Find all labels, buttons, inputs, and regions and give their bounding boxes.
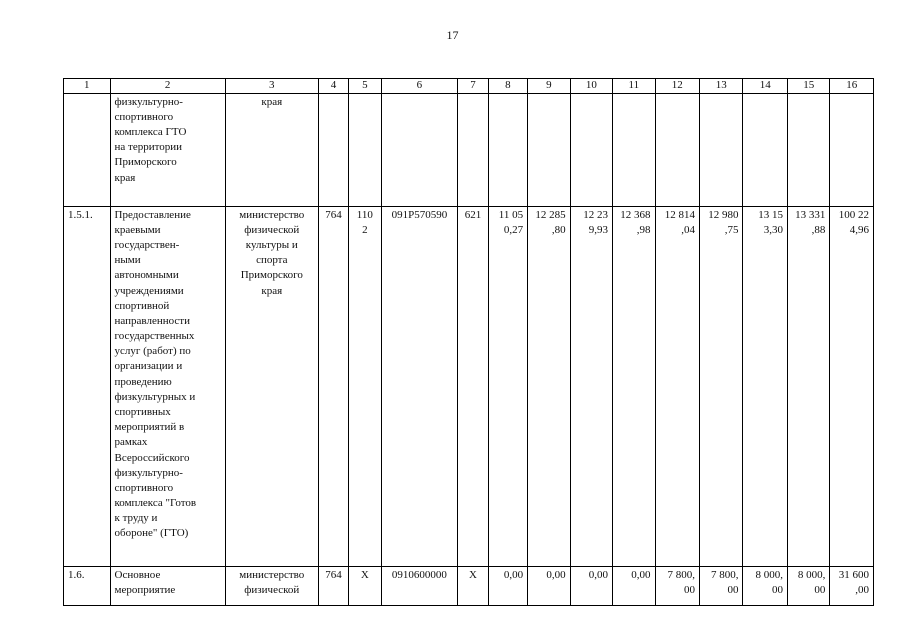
amount-cell xyxy=(700,93,743,206)
cell-line: X xyxy=(360,568,369,581)
amount-cell xyxy=(700,206,743,566)
cell-line: спортивной xyxy=(114,299,170,312)
cell-line: на территории xyxy=(114,141,183,154)
cell-line: физкультурно- xyxy=(114,95,183,108)
cell-line: 7 800, xyxy=(710,568,739,581)
cell-line: 13 331 xyxy=(795,208,826,221)
cell-line: рамках xyxy=(114,436,148,449)
amount-cell xyxy=(613,93,655,206)
executor-cell xyxy=(225,206,318,566)
cell-line: ,04 xyxy=(681,223,695,236)
amount-cell xyxy=(787,206,829,566)
cell-line: Приморского xyxy=(114,156,177,169)
amount-cell xyxy=(570,566,612,605)
cell-line: физкультурно- xyxy=(114,466,183,479)
target-article-cell xyxy=(381,93,458,206)
target-article-cell: 091P570590 xyxy=(381,206,458,566)
cell-line: учреждениями xyxy=(114,284,184,297)
amount-cell xyxy=(700,566,743,605)
cell-line: 13 15 xyxy=(758,208,783,221)
cell-line: 12 368 xyxy=(620,208,651,221)
event-name-cell xyxy=(110,93,225,206)
cell-line: Основное xyxy=(114,568,161,581)
cell-line: 8 000, xyxy=(797,568,826,581)
grbs-code-cell xyxy=(318,93,348,206)
amount-cell xyxy=(830,566,874,605)
cell-line: 11 05 xyxy=(498,208,524,221)
header-cell-1: 1 xyxy=(64,79,111,94)
executor-cell xyxy=(225,93,318,206)
cell-line: государственных xyxy=(114,330,195,343)
amount-cell xyxy=(488,93,527,206)
event-name-cell xyxy=(110,206,225,566)
cell-line: к труду и xyxy=(114,512,158,525)
cell-line: 110 xyxy=(356,208,373,221)
cell-line: ,80 xyxy=(551,223,566,236)
header-cell-11: 11 xyxy=(613,79,655,94)
item-number-cell: 1.6. xyxy=(64,566,111,605)
amount-cell xyxy=(655,93,699,206)
budget-table xyxy=(63,78,874,606)
header-row xyxy=(64,79,874,94)
cell-line: 9,93 xyxy=(588,223,609,236)
cell-line: 7 800, xyxy=(667,568,695,581)
cell-line: ,98 xyxy=(636,223,651,236)
header-cell-16: 16 xyxy=(830,79,874,94)
cell-line: физкультурных и xyxy=(114,390,196,403)
header-cell-12: 12 xyxy=(655,79,699,94)
cell-line: ,88 xyxy=(811,223,826,236)
amount-cell xyxy=(570,93,612,206)
amount-cell xyxy=(787,566,829,605)
cell-line: 0,00 xyxy=(503,568,524,581)
cell-line: мероприятий в xyxy=(114,421,185,434)
cell-line: ,00 xyxy=(855,583,869,596)
table-body xyxy=(64,79,874,606)
cell-line: министерство xyxy=(239,568,305,581)
header-cell-9: 9 xyxy=(528,79,570,94)
cell-line: 31 600 xyxy=(838,568,869,581)
cell-line: края xyxy=(261,284,283,297)
amount-cell xyxy=(830,93,874,206)
cell-line: 00 xyxy=(814,583,826,596)
expense-type-cell: 621 xyxy=(458,206,488,566)
grbs-code-cell: 764 xyxy=(318,566,348,605)
cell-line: спортивного xyxy=(114,110,174,123)
event-name-cell xyxy=(110,566,225,605)
cell-line: физической xyxy=(244,223,300,236)
table-row xyxy=(64,93,874,206)
table-row xyxy=(64,566,874,605)
amount-cell xyxy=(787,93,829,206)
cell-line: 12 23 xyxy=(583,208,609,221)
cell-line: краевыми xyxy=(114,223,161,236)
section-code-cell xyxy=(349,206,381,566)
table-row xyxy=(64,206,874,566)
cell-line: 00 xyxy=(727,583,739,596)
cell-line: 0,00 xyxy=(631,568,651,581)
cell-line: 00 xyxy=(771,583,783,596)
cell-line: Предоставление xyxy=(114,208,191,221)
header-cell-15: 15 xyxy=(787,79,829,94)
section-code-cell xyxy=(349,93,381,206)
cell-line: края xyxy=(114,171,136,184)
cell-line: 0,00 xyxy=(546,568,566,581)
cell-line: направленности xyxy=(114,314,190,327)
expense-type-cell: X xyxy=(458,566,488,605)
cell-line: 2 xyxy=(362,223,368,236)
executor-cell xyxy=(225,566,318,605)
cell-line: 3,30 xyxy=(763,223,783,236)
target-article-cell: 0910600000 xyxy=(381,566,458,605)
cell-line: комплекса "Готов xyxy=(114,497,197,510)
header-cell-14: 14 xyxy=(743,79,787,94)
cell-line: ными xyxy=(114,254,141,267)
amount-cell xyxy=(743,93,787,206)
section-code-cell xyxy=(349,566,381,605)
cell-line: 100 22 xyxy=(838,208,869,221)
cell-line: организации и xyxy=(114,360,183,373)
amount-cell xyxy=(488,566,527,605)
cell-line: 0,00 xyxy=(588,568,609,581)
amount-cell xyxy=(743,206,787,566)
page-number: 17 xyxy=(446,28,459,42)
cell-line: комплекса ГТО xyxy=(114,126,187,139)
header-cell-3: 3 xyxy=(225,79,318,94)
cell-line: ,75 xyxy=(724,223,739,236)
cell-line: министерство xyxy=(239,208,305,221)
item-number-cell xyxy=(64,93,111,206)
cell-line: Всероссийского xyxy=(114,451,190,464)
cell-line: мероприятие xyxy=(114,583,176,596)
cell-line: Приморского xyxy=(240,269,303,282)
amount-cell xyxy=(528,566,570,605)
cell-line: государствен- xyxy=(114,239,180,252)
amount-cell xyxy=(488,206,527,566)
header-cell-8: 8 xyxy=(488,79,527,94)
amount-cell xyxy=(743,566,787,605)
header-cell-2: 2 xyxy=(110,79,225,94)
cell-line: спорта xyxy=(256,254,288,267)
cell-line: физической xyxy=(244,583,300,596)
amount-cell xyxy=(655,206,699,566)
header-cell-7: 7 xyxy=(458,79,488,94)
item-number-cell: 1.5.1. xyxy=(64,206,111,566)
cell-line: 00 xyxy=(684,583,695,596)
cell-line: спортивных xyxy=(114,405,171,418)
cell-line: 12 980 xyxy=(708,208,739,221)
amount-cell xyxy=(528,206,570,566)
amount-cell xyxy=(528,93,570,206)
cell-line: 4,96 xyxy=(849,223,869,236)
cell-line: 0,27 xyxy=(503,223,524,236)
cell-line: спортивного xyxy=(114,481,174,494)
header-cell-13: 13 xyxy=(700,79,743,94)
cell-line: услуг (работ) по xyxy=(114,345,191,358)
cell-line: проведению xyxy=(114,375,172,388)
cell-line: края xyxy=(261,95,283,108)
header-cell-10: 10 xyxy=(570,79,612,94)
grbs-code-cell: 764 xyxy=(318,206,348,566)
amount-cell xyxy=(570,206,612,566)
amount-cell xyxy=(613,566,655,605)
amount-cell xyxy=(613,206,655,566)
header-cell-6: 6 xyxy=(381,79,458,94)
expense-type-cell xyxy=(458,93,488,206)
header-cell-5: 5 xyxy=(349,79,381,94)
amount-cell xyxy=(655,566,699,605)
cell-line: автономными xyxy=(114,269,179,282)
cell-line: 8 000, xyxy=(755,568,783,581)
cell-line: культуры и xyxy=(245,239,298,252)
amount-cell xyxy=(830,206,874,566)
header-cell-4: 4 xyxy=(318,79,348,94)
cell-line: обороне" (ГТО) xyxy=(114,527,189,540)
cell-line: 12 814 xyxy=(664,208,695,221)
cell-line: 12 285 xyxy=(535,208,566,221)
